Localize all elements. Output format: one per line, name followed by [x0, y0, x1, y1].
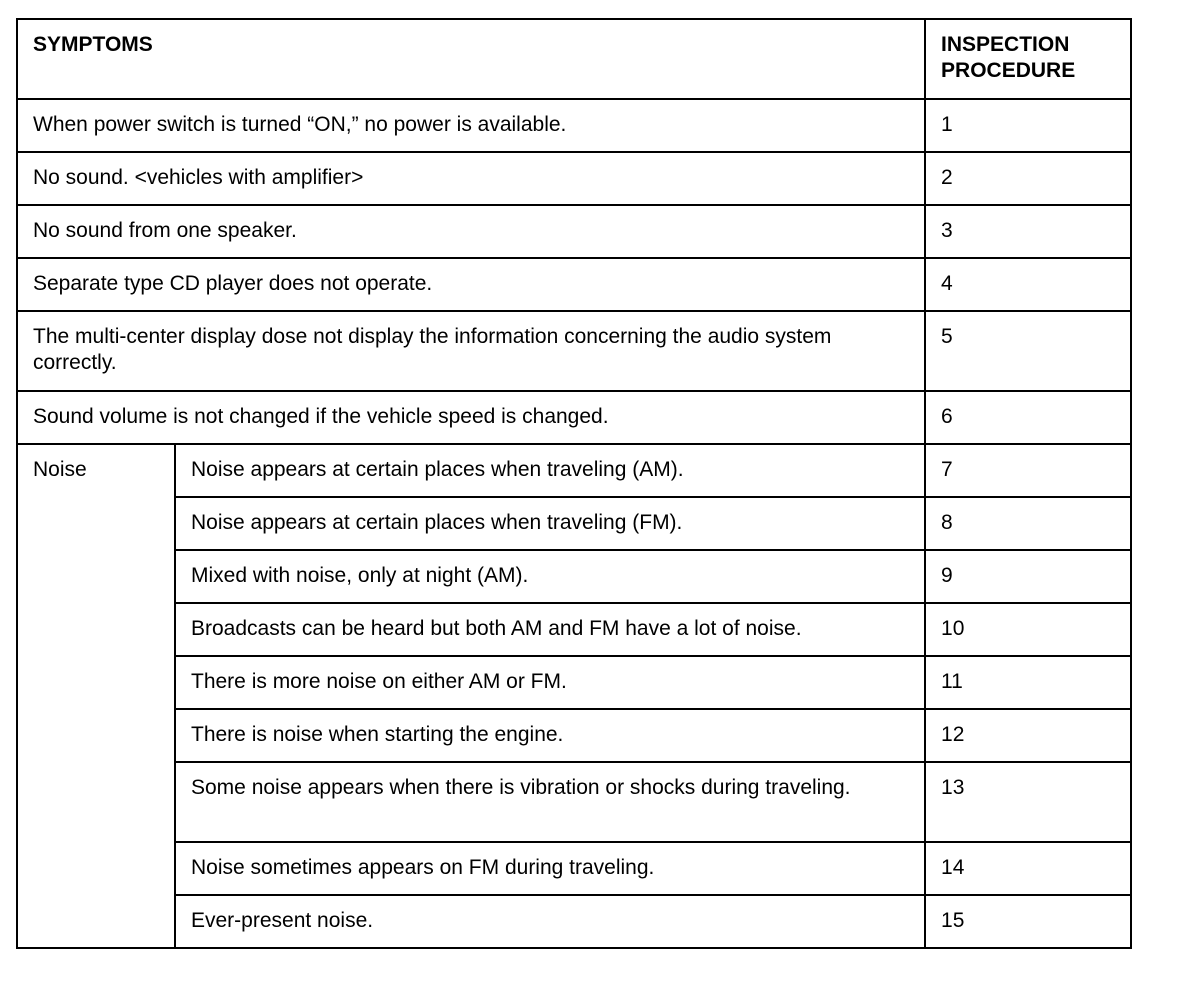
symptom-cell: No sound from one speaker. [17, 205, 925, 258]
symptom-cell: Some noise appears when there is vibration or shocks during traveling. [175, 762, 925, 842]
table-row [17, 842, 1131, 895]
table-row [17, 656, 1131, 709]
noise-group-label: Noise [17, 444, 175, 948]
symptom-cell: Noise appears at certain places when traveling (AM). [175, 444, 925, 497]
procedure-cell: 9 [925, 550, 1131, 603]
procedure-cell: 14 [925, 842, 1131, 895]
header-symptoms: SYMPTOMS [17, 19, 925, 99]
symptom-cell: Mixed with noise, only at night (AM). [175, 550, 925, 603]
table-row [17, 895, 1131, 948]
table-row [17, 152, 1131, 205]
table-row [17, 550, 1131, 603]
symptom-cell: Noise appears at certain places when traveling (FM). [175, 497, 925, 550]
table-row [17, 762, 1131, 842]
symptom-cell: Sound volume is not changed if the vehicle speed is changed. [17, 391, 925, 444]
table-row [17, 258, 1131, 311]
symptom-cell: The multi-center display dose not display the information concerning the audio system correctly. [17, 311, 925, 391]
procedure-cell: 3 [925, 205, 1131, 258]
symptom-cell: There is noise when starting the engine. [175, 709, 925, 762]
header-row [17, 19, 1131, 99]
procedure-cell: 10 [925, 603, 1131, 656]
procedure-cell: 13 [925, 762, 1131, 842]
procedure-cell: 6 [925, 391, 1131, 444]
symptom-cell: Ever-present noise. [175, 895, 925, 948]
procedure-cell: 15 [925, 895, 1131, 948]
table-row [17, 709, 1131, 762]
symptom-cell: Noise sometimes appears on FM during traveling. [175, 842, 925, 895]
header-inspection-procedure: INSPECTION PROCEDURE [925, 19, 1131, 99]
table-row [17, 391, 1131, 444]
procedure-cell: 11 [925, 656, 1131, 709]
table-row [17, 444, 1131, 497]
table-row [17, 205, 1131, 258]
table-row [17, 497, 1131, 550]
table-row [17, 311, 1131, 391]
procedure-cell: 7 [925, 444, 1131, 497]
procedure-cell: 8 [925, 497, 1131, 550]
procedure-cell: 4 [925, 258, 1131, 311]
procedure-cell: 1 [925, 99, 1131, 152]
procedure-cell: 5 [925, 311, 1131, 391]
symptom-table [16, 18, 1132, 949]
symptom-cell: No sound. <vehicles with amplifier> [17, 152, 925, 205]
symptom-cell: There is more noise on either AM or FM. [175, 656, 925, 709]
symptom-cell: When power switch is turned “ON,” no power is available. [17, 99, 925, 152]
symptom-cell: Broadcasts can be heard but both AM and FM have a lot of noise. [175, 603, 925, 656]
table-row [17, 99, 1131, 152]
table-row [17, 603, 1131, 656]
symptom-cell: Separate type CD player does not operate. [17, 258, 925, 311]
procedure-cell: 2 [925, 152, 1131, 205]
procedure-cell: 12 [925, 709, 1131, 762]
